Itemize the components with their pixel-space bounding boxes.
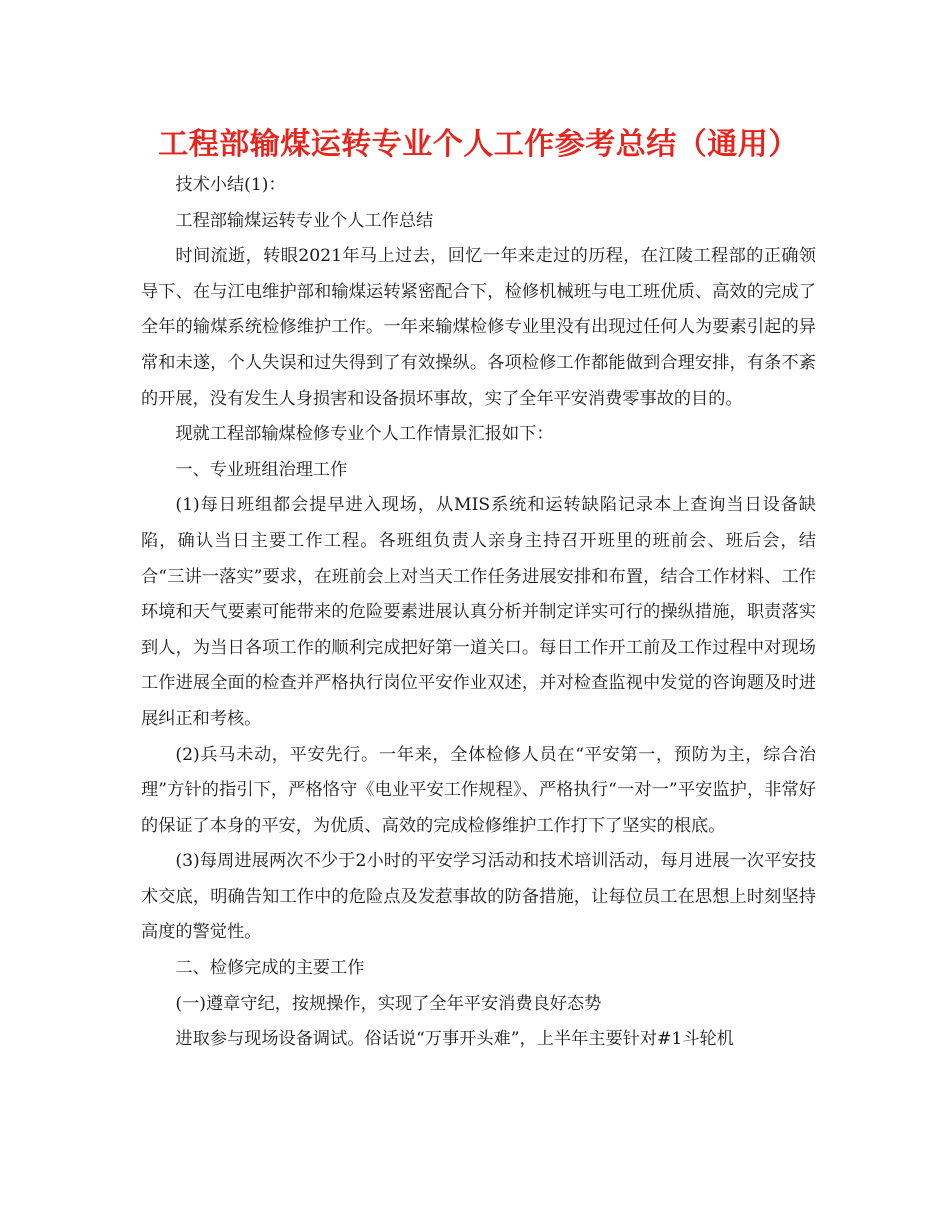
paragraph-summary-label: 技术小结(1)： — [175, 175, 286, 195]
section-heading-main-work: 二、检修完成的主要工作 — [175, 958, 365, 979]
section-heading-team-management: 一、专业班组治理工作 — [175, 459, 348, 480]
paragraph-item-1: (1)每日班组都会提早进入现场，从MIS系统和运转缺陷记录本上查询当日设备缺陷，确认当日主要工作工程。各班组负责人亲身主持召开班里的班前会、班后会，结合“三讲一落实”要求，在班前会上对当天工作任务进展安排和布置，结合工作材料、工作环境和天气要素可能带来的危险要素进展认真分析并制定详实可行的操纵措施，职责落实到人，为当日各项工作的顺利完成把好第一道关口。每日工作开工前及工作过程中对现场工作进展全面的检查并严格执行岗位平安作业双述，并对检查监视中发觉的咨询题及时进展纠正和考核。 — [141, 495, 816, 729]
paragraph-item-3: (3)每周进展两次不少于2小时的平安学习活动和技术培训活动，每月进展一次平安技术交底，明确告知工作中的危险点及发惹事故的防备措施，让每位员工在思想上时刻坚持高度的警觉性。 — [141, 851, 816, 943]
paragraph-commissioning: 进取参与现场设备调试。俗话说“万事开头难”，上半年主要针对#1斗轮机 — [175, 1029, 734, 1050]
document-title: 工程部输煤运转专业个人工作参考总结（通用） — [158, 127, 799, 162]
paragraph-item-2: (2)兵马未动，平安先行。一年来，全体检修人员在“平安第一，预防为主，综合治理”方针的指引下，严格恪守《电业平安工作规程》、严格执行“一对一”平安监护，非常好的保证了本身的平安，为优质、高效的完成检修维护工作打下了坚实的根底。 — [141, 744, 816, 836]
paragraph-report-lead: 现就工程部输煤检修专业个人工作情景汇报如下： — [175, 424, 554, 445]
paragraph-intro: 时间流逝，转眼2021年马上过去，回忆一年来走过的历程，在江陵工程部的正确领导下、在与江电维护部和输煤运转紧密配合下，检修机械班与电工班优质、高效的完成了全年的输煤系统检修维护工作。一年来输煤检修专业里没有出现过任何人为要素引起的异常和未遂，个人失误和过失得到了有效操纵。各项检修工作都能做到合理安排，有条不紊的开展，没有发生人身损害和设备损坏事故，实了全年平安消费零事故的目的。 — [141, 246, 816, 409]
paragraph-subtitle: 工程部输煤运转专业个人工作总结 — [175, 210, 434, 231]
subsection-heading-safety: (一)遵章守纪，按规操作，实现了全年平安消费良好态势 — [175, 993, 602, 1014]
